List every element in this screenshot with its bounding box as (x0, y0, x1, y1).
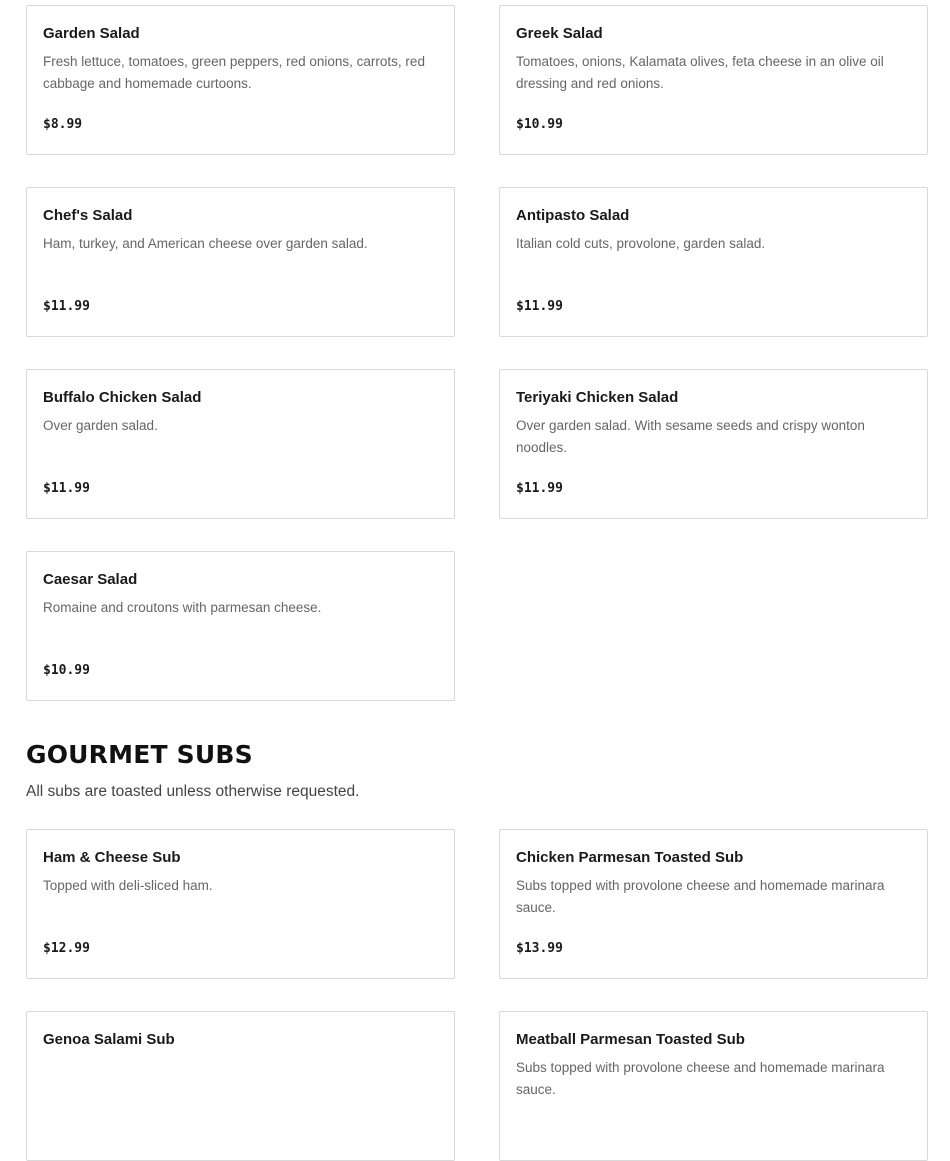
menu-item-price: $11.99 (43, 481, 90, 496)
menu-item-description: Italian cold cuts, provolone, garden salad. (516, 236, 766, 251)
menu-item-card-teriyaki-chicken-salad[interactable] (499, 369, 928, 519)
salads-grid (26, 5, 928, 701)
menu-item-price: $11.99 (516, 481, 563, 496)
menu-item-price: $13.99 (516, 941, 563, 956)
menu-item-price: $8.99 (43, 117, 83, 132)
menu-item-name: Ham & Cheese Sub (43, 849, 181, 866)
menu-item-description: Ham, turkey, and American cheese over garden salad. (43, 236, 368, 251)
menu-item-description: Topped with deli-sliced ham. (43, 878, 213, 893)
menu-item-name: Chef's Salad (43, 207, 133, 224)
menu-item-card-ham-cheese-sub[interactable] (26, 829, 455, 979)
menu-item-price: $10.99 (43, 663, 90, 678)
menu-item-card-caesar-salad[interactable] (26, 551, 455, 701)
menu-item-description: Romaine and croutons with parmesan cheese. (43, 600, 322, 615)
menu-item-card-chefs-salad[interactable] (26, 187, 455, 337)
section-title-gourmet-subs: GOURMET SUBS (26, 740, 253, 769)
menu-item-card-genoa-salami-sub[interactable] (26, 1011, 455, 1161)
menu-item-description: Over garden salad. With sesame seeds and crispy wonton noodles. (516, 418, 865, 455)
menu-item-name: Meatball Parmesan Toasted Sub (516, 1031, 745, 1048)
menu-item-card-chicken-parmesan-sub[interactable] (499, 829, 928, 979)
menu-item-description: Fresh lettuce, tomatoes, green peppers, red onions, carrots, red cabbage and homemade curtoons. (43, 54, 425, 91)
menu-item-description: Tomatoes, onions, Kalamata olives, feta cheese in an olive oil dressing and red onions. (516, 54, 884, 91)
menu-item-price: $12.99 (43, 941, 90, 956)
menu-item-name: Genoa Salami Sub (43, 1031, 175, 1048)
menu-item-name: Chicken Parmesan Toasted Sub (516, 849, 744, 866)
menu-item-price: $11.99 (516, 299, 563, 314)
menu-item-card-greek-salad[interactable] (499, 5, 928, 155)
menu-item-name: Buffalo Chicken Salad (43, 389, 202, 406)
menu-item-card-meatball-parmesan-sub[interactable] (499, 1011, 928, 1161)
section-subtitle: All subs are toasted unless otherwise requested. (26, 783, 360, 800)
menu-item-price: $11.99 (43, 299, 90, 314)
menu-item-description: Subs topped with provolone cheese and homemade marinara sauce. (516, 1060, 885, 1097)
menu-item-description: Over garden salad. (43, 418, 158, 433)
menu-item-name: Teriyaki Chicken Salad (516, 389, 679, 406)
subs-grid (26, 829, 928, 1161)
menu-item-card-antipasto-salad[interactable] (499, 187, 928, 337)
menu-item-name: Garden Salad (43, 25, 140, 42)
menu-item-card-garden-salad[interactable] (26, 5, 455, 155)
menu-item-name: Greek Salad (516, 25, 603, 42)
menu-item-description: Subs topped with provolone cheese and homemade marinara sauce. (516, 878, 885, 915)
menu-item-price: $10.99 (516, 117, 563, 132)
menu-item-name: Caesar Salad (43, 571, 138, 588)
menu-item-card-buffalo-chicken-salad[interactable] (26, 369, 455, 519)
menu-item-name: Antipasto Salad (516, 207, 630, 224)
